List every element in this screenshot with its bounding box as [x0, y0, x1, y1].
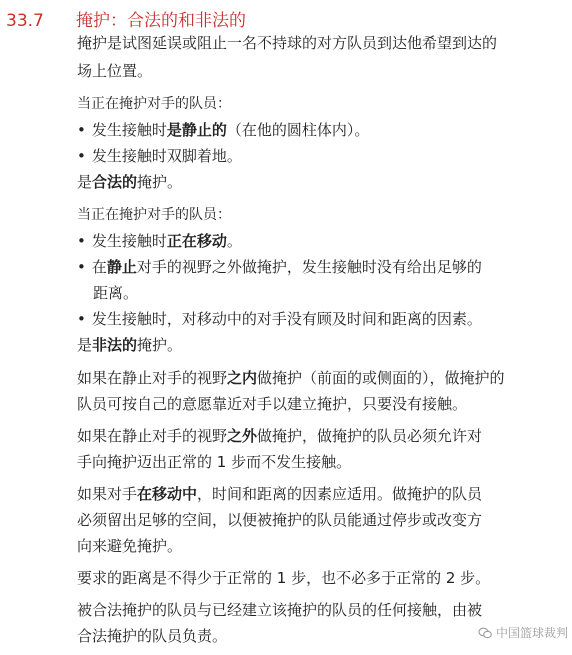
para4: 要求的距离是不得少于正常的 1 步，也不必多于正常的 2 步。	[77, 569, 491, 587]
para5-line-2: 合法掩护的队员负责。	[77, 627, 228, 645]
section-heading	[6, 6, 246, 30]
para3-line-2: 必须留出足够的空间，以便被掩护的队员能通过停步或改变方	[77, 511, 483, 529]
section-title: 掩护：合法的和非法的	[76, 11, 246, 31]
bullet-dot: •	[77, 121, 86, 139]
bullet-dot: •	[77, 147, 86, 165]
bullet-dot: •	[77, 310, 86, 328]
para5-line-1: 被合法掩护的队员与已经建立该掩护的队员的任何接触，由被	[77, 601, 483, 619]
watermark	[478, 624, 568, 641]
para3-line-1: 如果对手在移动中，时间和距离的因素应适用。做掩护的队员	[77, 485, 483, 503]
illegal-conclusion: 是非法的掩护。	[77, 336, 183, 354]
illegal-bullet-2-cont: 距离。	[93, 284, 139, 302]
bullet-dot: •	[77, 258, 86, 276]
legal-bullet-1: • 发生接触时是静止的（在他的圆柱体内）。	[77, 121, 370, 139]
intro-line-1: 掩护是试图延误或阻止一名不持球的对方队员到达他希望到达的	[77, 34, 498, 52]
para2-line-1: 如果在静止对手的视野之外做掩护，做掩护的队员必须允许对	[77, 427, 483, 445]
legal-bullet-2: • 发生接触时双脚着地。	[77, 147, 242, 165]
illegal-lead: 当正在掩护对手的队员：	[77, 207, 231, 223]
legal-conclusion: 是合法的掩护。	[77, 173, 183, 191]
para1-line-1: 如果在静止对手的视野之内做掩护（前面的或侧面的），做掩护的	[77, 369, 505, 387]
illegal-bullet-1: • 发生接触时正在移动。	[77, 232, 242, 250]
watermark-text: 中国篮球裁判	[495, 626, 568, 640]
para3-line-3: 向来避免掩护。	[77, 537, 183, 555]
wechat-icon	[478, 627, 492, 639]
para2-line-2: 手向掩护迈出正常的 1 步而不发生接触。	[77, 453, 352, 471]
illegal-bullet-2: • 在静止对手的视野之外做掩护，发生接触时没有给出足够的	[77, 258, 482, 276]
bullet-dot: •	[77, 232, 86, 250]
para1-line-2: 队员可按自己的意愿靠近对手以建立掩护，只要没有接触。	[77, 395, 468, 413]
intro-line-2: 场上位置。	[77, 62, 153, 80]
illegal-bullet-3: • 发生接触时，对移动中的对手没有顾及时间和距离的因素。	[77, 310, 482, 328]
legal-lead: 当正在掩护对手的队员：	[77, 96, 231, 112]
section-number: 33.7	[6, 11, 44, 31]
